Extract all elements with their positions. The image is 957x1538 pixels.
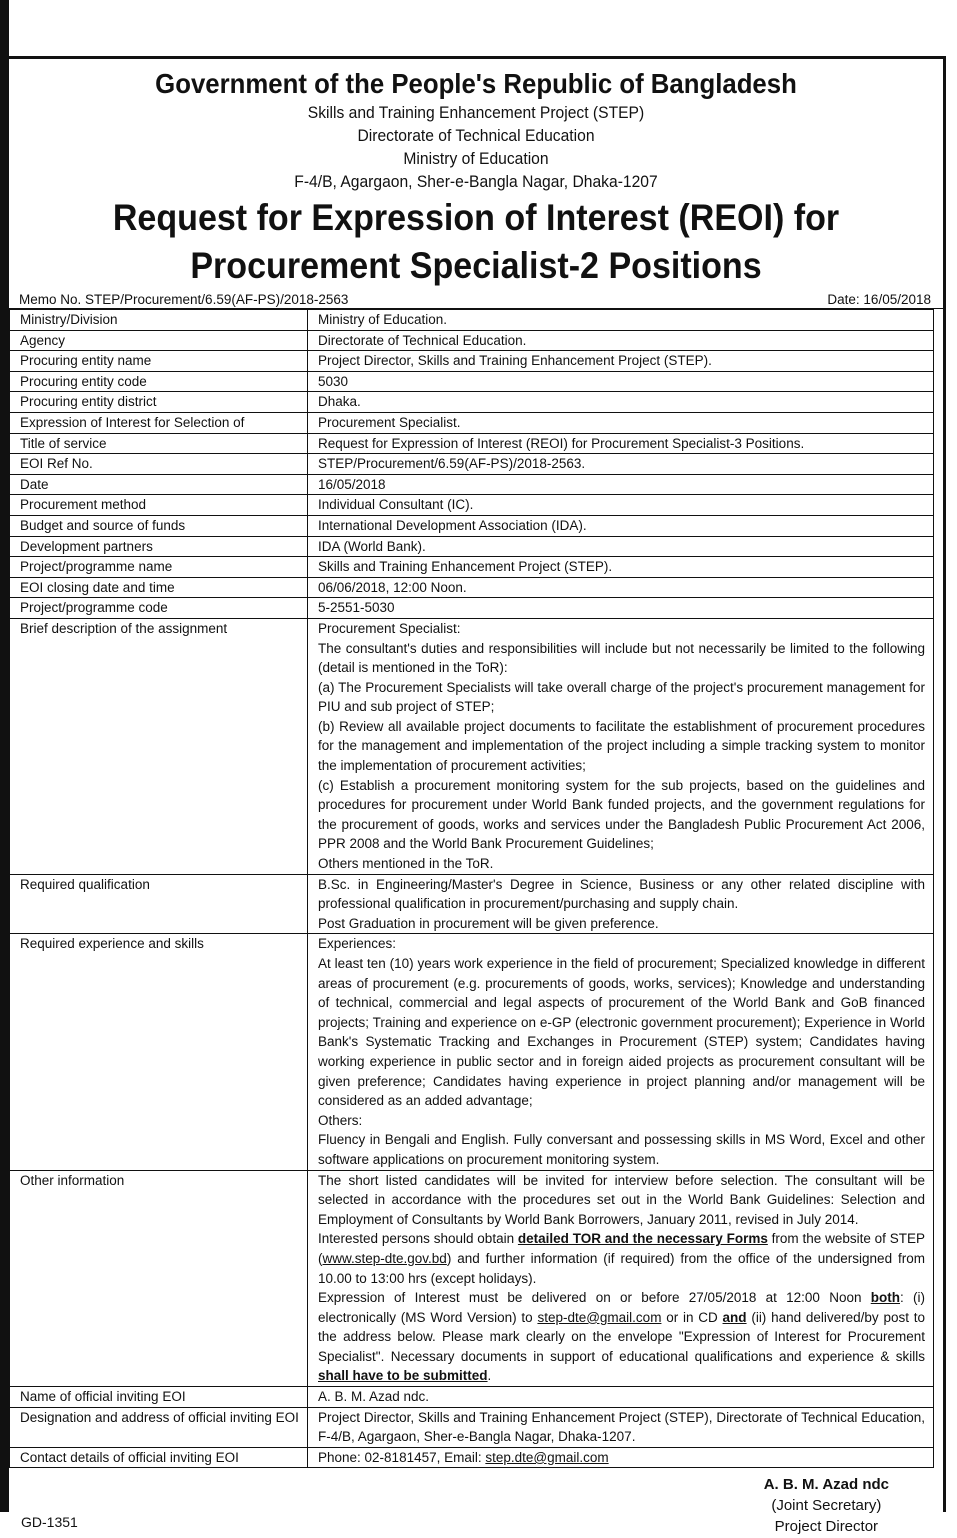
- government-title: Government of the People's Republic of Bangladesh: [155, 68, 797, 99]
- brief-p3: (a) The Procurement Specialists will take overall charge of the project's procurement management for PIU and sub project of STEP;: [318, 679, 925, 715]
- text: Phone: 02-8181457, Email:: [318, 1449, 486, 1465]
- other-information: [308, 1170, 934, 1387]
- memo-number: Memo No. STEP/Procurement/6.59(AF-PS)/2018-2563: [19, 292, 349, 307]
- brief-p2: The consultant's duties and responsibilities will include but not necessarily be limited to the following (detail is mentioned in the ToR):: [318, 640, 925, 676]
- row-label: Procuring entity name: [10, 351, 308, 372]
- row-label: Date: [10, 474, 308, 495]
- row-label: Required experience and skills: [10, 934, 308, 1170]
- memo-line: [9, 292, 943, 309]
- text: Interested persons should obtain: [318, 1231, 518, 1247]
- table-row: [10, 392, 934, 413]
- reoi-title-line1: Request for Expression of Interest (REOI) for: [112, 197, 840, 238]
- reoi-title-line2: Procurement Specialist-2 Positions: [190, 245, 762, 286]
- row-value: 16/05/2018: [308, 474, 934, 495]
- brief-p5: (c) Establish a procurement monitoring system for the sub projects, based on the guidelines and procedures for procurement under World Bank funded projects, and the government regulations for the procurement of goods, works and services under the Bangladesh Public Procurement Act 2006, PPR 2008 and the World Bank Procurement Guidelines;: [318, 777, 925, 852]
- footer: [9, 1468, 943, 1538]
- table-row-other: [10, 1170, 934, 1387]
- qualification-value: [308, 874, 934, 934]
- row-label: Procuring entity code: [10, 371, 308, 392]
- row-label: EOI Ref No.: [10, 454, 308, 475]
- website-link[interactable]: www.step-dte.gov.bd: [322, 1250, 447, 1266]
- office-address: F-4/B, Agargaon, Sher-e-Bangla Nagar, Dhaka-1207: [294, 172, 658, 191]
- experience-p2: At least ten (10) years work experience in the field of procurement; Specialized knowledge in different areas of procurement (e.g. procurements of goods, works, services); Knowledge and understanding of technical, commercial and legal aspects of procurement of the World Bank and GoB financed projects; Training and experience on e-GP (electronic government procurement); Experience in World Bank's Systematic Tracking and Exchanges in Procurement (STEP) system; Candidates having working experience in public sector and in foreign aided projects as procurement consultant will be given preference; Candidates having experience in project planning and/or management will be considered as an added advantage;: [318, 956, 925, 1109]
- row-value: International Development Association (IDA).: [308, 515, 934, 536]
- row-label: Ministry/Division: [10, 310, 308, 331]
- table-row: [10, 433, 934, 454]
- table-row: [10, 1387, 934, 1408]
- other-p2: [318, 1229, 925, 1288]
- text: : (i) electronically (MS Word Version) to: [318, 1290, 925, 1325]
- row-value: 5-2551-5030: [308, 598, 934, 619]
- notice-header: [9, 67, 943, 289]
- table-row: [10, 515, 934, 536]
- and-emphasis: and: [722, 1309, 747, 1325]
- text: or in CD: [661, 1309, 723, 1325]
- gd-number: GD-1351: [21, 1514, 78, 1531]
- text: Expression of Interest must be delivered on or before 27/05/2018 at 12:00 Noon: [318, 1290, 871, 1306]
- row-value: 5030: [308, 371, 934, 392]
- row-value: Individual Consultant (IC).: [308, 495, 934, 516]
- brief-description: [308, 618, 934, 874]
- row-value: Project Director, Skills and Training Enhancement Project (STEP).: [308, 351, 934, 372]
- row-value: Skills and Training Enhancement Project (STEP).: [308, 557, 934, 578]
- reoi-notice: [9, 56, 946, 1536]
- row-label: Project/programme name: [10, 557, 308, 578]
- brief-p6: Others mentioned in the ToR.: [318, 856, 494, 872]
- table-row: [10, 351, 934, 372]
- other-p3: [318, 1288, 925, 1386]
- other-p1: The short listed candidates will be invited for interview before selection. The consultant will be selected in accordance with the procedures set out in the World Bank Guidelines: Selection and Employment of Consultants by World Bank Borrowers, January 2011, revised in July 2014.: [318, 1172, 925, 1227]
- experience-p1: Experiences:: [318, 936, 397, 952]
- table-row: [10, 536, 934, 557]
- row-value: A. B. M. Azad ndc.: [308, 1387, 934, 1408]
- row-label: Contact details of official inviting EOI: [10, 1447, 308, 1468]
- row-value: 06/06/2018, 12:00 Noon.: [308, 577, 934, 598]
- project-name: Skills and Training Enhancement Project (STEP): [307, 103, 645, 122]
- row-value: STEP/Procurement/6.59(AF-PS)/2018-2563.: [308, 454, 934, 475]
- row-label: Procurement method: [10, 495, 308, 516]
- row-label: Development partners: [10, 536, 308, 557]
- experience-value: [308, 934, 934, 1170]
- row-label: Agency: [10, 330, 308, 351]
- table-row-qualification: [10, 874, 934, 934]
- directorate-name: Directorate of Technical Education: [357, 126, 595, 145]
- eoi-details-table: [9, 309, 934, 1468]
- qualification-p2: Post Graduation in procurement will be given preference.: [318, 915, 659, 931]
- row-value: Project Director, Skills and Training Enhancement Project (STEP), Directorate of Technical Education, F-4/B, Agargaon, Sher-e-Bangla Nagar, Dhaka-1207.: [308, 1407, 934, 1447]
- row-value: Ministry of Education.: [308, 310, 934, 331]
- row-label: EOI closing date and time: [10, 577, 308, 598]
- tor-forms-emphasis: detailed TOR and the necessary Forms: [517, 1231, 768, 1247]
- table-row: [10, 412, 934, 433]
- row-label: Other information: [10, 1170, 308, 1387]
- row-value: [308, 1447, 934, 1468]
- table-row: [10, 310, 934, 331]
- signature-block: [764, 1474, 889, 1537]
- row-label: Required qualification: [10, 874, 308, 934]
- table-row: [10, 598, 934, 619]
- row-label: Name of official inviting EOI: [10, 1387, 308, 1408]
- row-value: IDA (World Bank).: [308, 536, 934, 557]
- table-row-brief: [10, 618, 934, 874]
- row-label: Budget and source of funds: [10, 515, 308, 536]
- table-row: [10, 330, 934, 351]
- both-emphasis: both: [870, 1290, 900, 1306]
- row-label: Project/programme code: [10, 598, 308, 619]
- table-row: [10, 495, 934, 516]
- table-row: [10, 371, 934, 392]
- left-edge-bar: [0, 0, 9, 1512]
- text: from the website of STEP (: [318, 1231, 925, 1266]
- experience-p4: Fluency in Bengali and English. Fully conversant and possessing skills in MS Word, Excel and other software applications on procurement monitoring system.: [318, 1132, 925, 1167]
- row-label: Expression of Interest for Selection of: [10, 412, 308, 433]
- table-row-experience: [10, 934, 934, 1170]
- brief-p4: (b) Review all available project documents to facilitate the establishment of procurement procedures for the management and implementation of the project including a simple tracking system to monitor the implementation of procurement activities;: [318, 718, 925, 774]
- row-value: Directorate of Technical Education.: [308, 330, 934, 351]
- table-row: [10, 577, 934, 598]
- signatory-role: Project Director: [774, 1518, 879, 1536]
- row-value: Request for Expression of Interest (REOI) for Procurement Specialist-3 Positions.: [308, 433, 934, 454]
- text: .: [487, 1368, 492, 1384]
- contact-email-link[interactable]: step.dte@gmail.com: [485, 1449, 609, 1465]
- row-value: Dhaka.: [308, 392, 934, 413]
- table-row: [10, 1447, 934, 1468]
- row-label: Brief description of the assignment: [10, 618, 308, 874]
- row-label: Title of service: [10, 433, 308, 454]
- email-link[interactable]: step-dte@gmail.com: [537, 1309, 662, 1325]
- signatory-name: A. B. M. Azad ndc: [763, 1476, 889, 1494]
- signatory-rank: (Joint Secretary): [771, 1497, 882, 1515]
- row-label: Designation and address of official inviting EOI: [10, 1407, 308, 1447]
- row-label: Procuring entity district: [10, 392, 308, 413]
- ministry-name: Ministry of Education: [403, 149, 549, 168]
- table-row: [10, 474, 934, 495]
- text: ) and further information (if required) from the office of the undersigned from 10.00 to 13:00 hrs (except holidays).: [318, 1250, 925, 1286]
- table-row: [10, 454, 934, 475]
- experience-p3: Others:: [318, 1112, 363, 1128]
- submitted-emphasis: shall have to be submitted: [318, 1368, 488, 1384]
- brief-p1: Procurement Specialist:: [318, 620, 461, 636]
- text: (ii) hand delivered/by post to the address below. Please mark clearly on the envelope "Expression of Interest for Procurement Specialist". Necessary documents in support of educational qualifications and experience & skills: [318, 1309, 925, 1364]
- memo-date: Date: 16/05/2018: [827, 292, 931, 307]
- row-value: Procurement Specialist.: [308, 412, 934, 433]
- table-row: [10, 557, 934, 578]
- table-row: [10, 1407, 934, 1447]
- qualification-p1: B.Sc. in Engineering/Master's Degree in Science, Business or any other related discipline with professional qualification in procurement/purchasing and supply chain.: [318, 876, 925, 912]
